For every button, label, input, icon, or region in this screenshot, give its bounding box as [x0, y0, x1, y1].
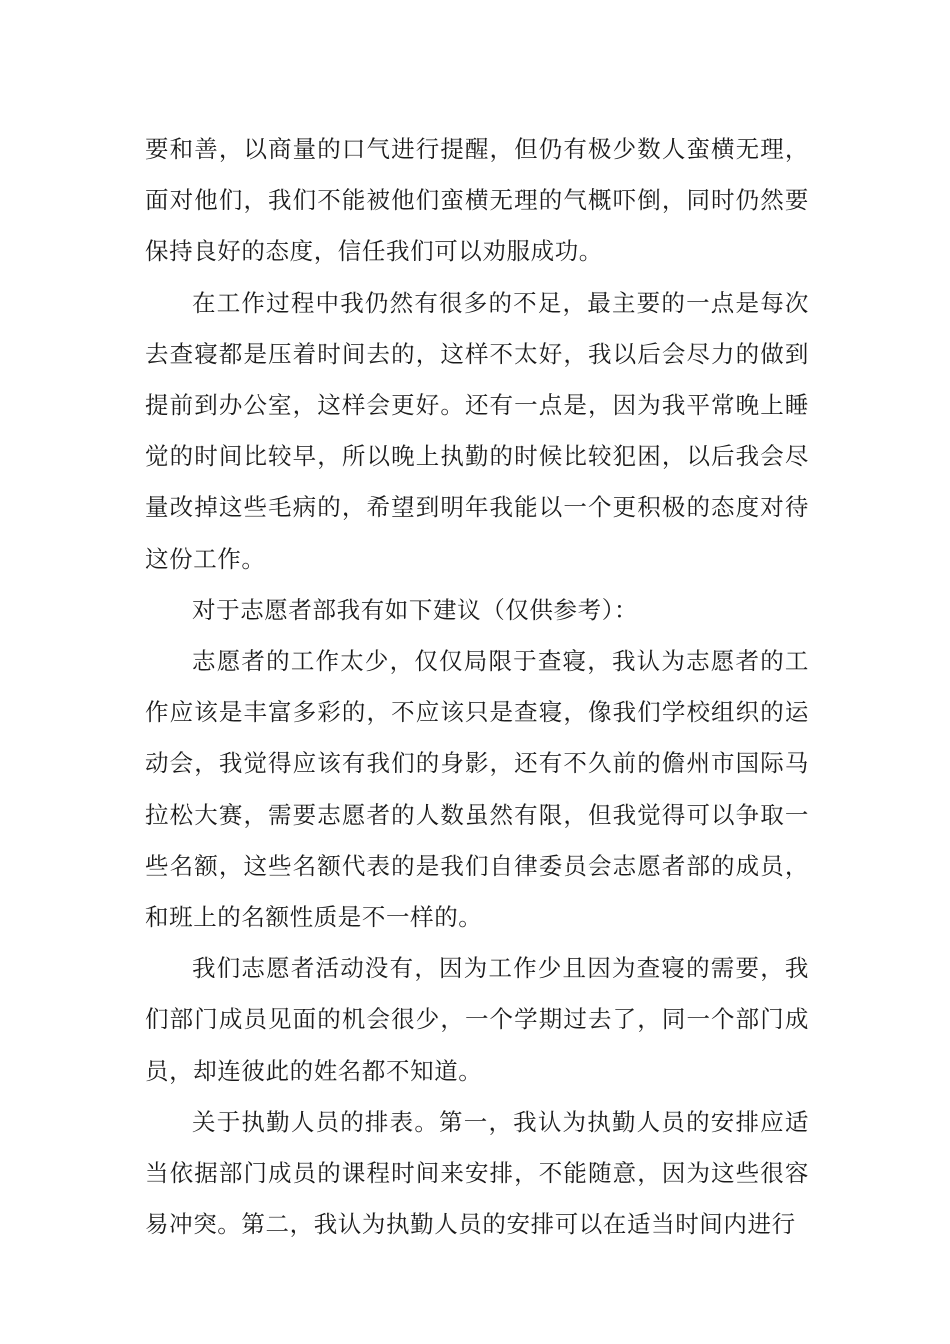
paragraph-1: 要和善，以商量的口气进行提醒，但仍有极少数人蛮横无理，面对他们，我们不能被他们蛮横无理的气概吓倒，同时仍然要保持良好的态度，信任我们可以劝服成功。 — [145, 135, 809, 266]
paragraph-6: 关于执勤人员的排表。第一，我认为执勤人员的安排应适当依据部门成员的课程时间来安排，不能随意，因为这些很容易冲突。第二，我认为执勤人员的安排可以在适当时间内进行 — [145, 1107, 809, 1239]
paragraph-4: 志愿者的工作太少，仅仅局限于查寝，我认为志愿者的工作应该是丰富多彩的，不应该只是查寝，像我们学校组织的运动会，我觉得应该有我们的身影，还有不久前的儋州市国际马拉松大赛，需要志愿者的人数虽然有限，但我觉得可以争取一些名额，这些名额代表的是我们自律委员会志愿者部的成员，和班上的名额性质是不一样的。 — [145, 647, 809, 932]
paragraph-3: 对于志愿者部我有如下建议（仅供参考）： — [192, 595, 639, 624]
paragraph-5: 我们志愿者活动没有，因为工作少且因为查寝的需要，我们部门成员见面的机会很少，一个学期过去了，同一个部门成员，却连彼此的姓名都不知道。 — [145, 954, 809, 1085]
document-page — [145, 124, 809, 1250]
paragraph-2: 在工作过程中我仍然有很多的不足，最主要的一点是每次去查寝都是压着时间去的，这样不太好，我以后会尽力的做到提前到办公室，这样会更好。还有一点是，因为我平常晚上睡觉的时间比较早，所以晚上执勤的时候比较犯困，以后我会尽量改掉这些毛病的，希望到明年我能以一个更积极的态度对待这份工作。 — [145, 288, 809, 573]
